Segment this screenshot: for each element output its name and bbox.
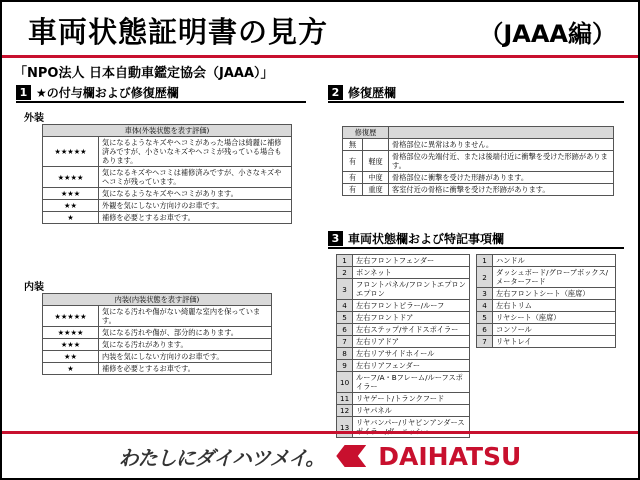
exterior-header-cell: 車体(外装状態を表す評価): [43, 125, 292, 137]
location-name: リヤシート（座席）: [493, 312, 616, 324]
repair-description: 骨格部位に異常はありません。: [389, 139, 614, 151]
exterior-label: 外装: [24, 113, 44, 124]
location-number: 7: [337, 336, 353, 348]
location-name: フロントパネル/フロントエプロンエプロン: [353, 279, 470, 300]
location-name: ボンネット: [353, 267, 470, 279]
table-row: [43, 306, 272, 327]
section-header-3: [328, 230, 624, 249]
section-title-1: ★の付与欄および修復歴欄: [36, 86, 179, 100]
section-number-2: 2: [328, 85, 343, 100]
rating-description: 外観を気にしない方向けのお車です。: [99, 200, 292, 212]
list-item: [337, 336, 470, 348]
repair-level: 重度: [363, 184, 389, 196]
repair-mark: 無: [343, 139, 363, 151]
rating-description: 気になるキズやヘコミは補修済みですが、小さなキズやヘコミが残っています。: [99, 167, 292, 188]
rating-description: 補修を必要とするお車です。: [99, 212, 292, 224]
section-title-2: 修復歴欄: [348, 86, 397, 100]
list-item: [337, 312, 470, 324]
repair-level: 中度: [363, 172, 389, 184]
list-item: [337, 348, 470, 360]
rating-description: 内装を気にしない方向けのお車です。: [99, 351, 272, 363]
repair-level: 軽度: [363, 151, 389, 172]
table-row: [43, 188, 292, 200]
repair-history-table: [342, 126, 614, 196]
page-footer: [2, 431, 638, 478]
location-number: 10: [337, 372, 353, 393]
list-item: [477, 324, 616, 336]
table-row: [43, 137, 292, 167]
location-name: 左右リアサイドホイール: [353, 348, 470, 360]
location-name: 左右フロントフェンダー: [353, 255, 470, 267]
location-name: 左右フロントシート（座席）: [493, 288, 616, 300]
location-number: 7: [477, 336, 493, 348]
interior-rating-table: [42, 293, 272, 375]
list-item: [477, 288, 616, 300]
repair-level: [363, 139, 389, 151]
organization-line: 「NPO法人 日本自動車鑑定協会（JAAA）」: [14, 66, 274, 81]
rating-stars: ★★★★★: [43, 306, 99, 327]
rating-description: 補修を必要とするお車です。: [99, 363, 272, 375]
rating-description: 気になる汚れや傷が、部分的にあります。: [99, 327, 272, 339]
list-item: [477, 336, 616, 348]
exterior-rating-table: [42, 124, 292, 224]
location-name: 左右フロントピラー/ルーフ: [353, 300, 470, 312]
rating-description: 気になる汚れがあります。: [99, 339, 272, 351]
rating-description: 気になる汚れや傷がない綺麗な室内を保っています。: [99, 306, 272, 327]
table-row: [43, 212, 292, 224]
location-name: 左右リアフェンダー: [353, 360, 470, 372]
interior-header-row: [43, 294, 272, 306]
page-header: [2, 2, 638, 58]
location-name: リヤトレイ: [493, 336, 616, 348]
location-number: 11: [337, 393, 353, 405]
slogan-text: わたしにダイハツメイ。: [118, 445, 325, 470]
repair-description: 骨格部位に衝撃を受けた形跡があります。: [389, 172, 614, 184]
table-row: [43, 351, 272, 363]
table-row: [343, 184, 614, 196]
location-number: 8: [337, 348, 353, 360]
list-item: [337, 360, 470, 372]
list-item: [477, 300, 616, 312]
interior-header-cell: 内装(内装状態を表す評価): [43, 294, 272, 306]
list-item: [337, 324, 470, 336]
location-number: 3: [477, 288, 493, 300]
list-item: [477, 312, 616, 324]
location-number: 12: [337, 405, 353, 417]
location-name: 左右ステップ/サイドスポイラー: [353, 324, 470, 336]
location-name: 左右フロントドア: [353, 312, 470, 324]
list-item: [337, 255, 470, 267]
interior-location-table: [476, 254, 616, 348]
rating-description: 気になるようなキズやヘコミがあります。: [99, 188, 292, 200]
list-item: [337, 405, 470, 417]
location-number: 3: [337, 279, 353, 300]
section-header-1: [16, 84, 306, 103]
section-header-2: [328, 84, 624, 103]
daihatsu-logo-icon: [336, 445, 366, 467]
repair-header-blank: [389, 127, 614, 139]
table-row: [43, 167, 292, 188]
location-name: 左右トリム: [493, 300, 616, 312]
location-number: 2: [477, 267, 493, 288]
location-number: 1: [477, 255, 493, 267]
location-name: ダッシュボード/グローブボックス/メーターフード: [493, 267, 616, 288]
rating-stars: ★★: [43, 200, 99, 212]
table-row: [343, 172, 614, 184]
location-number: 2: [337, 267, 353, 279]
list-item: [477, 255, 616, 267]
section-title-3: 車両状態欄および特記事項欄: [348, 232, 505, 246]
table-row: [43, 200, 292, 212]
rating-stars: ★★: [43, 351, 99, 363]
repair-header-row: [343, 127, 614, 139]
repair-mark: 有: [343, 151, 363, 172]
rating-stars: ★: [43, 363, 99, 375]
section-number-3: 3: [328, 231, 343, 246]
section-number-1: 1: [16, 85, 31, 100]
repair-mark: 有: [343, 184, 363, 196]
location-number: 6: [477, 324, 493, 336]
rating-stars: ★★★: [43, 188, 99, 200]
location-name: コンソール: [493, 324, 616, 336]
location-number: 4: [477, 300, 493, 312]
rating-stars: ★★★★★: [43, 137, 99, 167]
rating-stars: ★★★★: [43, 327, 99, 339]
location-name: リヤゲート/トランクフード: [353, 393, 470, 405]
list-item: [337, 393, 470, 405]
list-item: [337, 372, 470, 393]
table-row: [43, 363, 272, 375]
table-row: [43, 327, 272, 339]
repair-mark: 有: [343, 172, 363, 184]
location-name: ルーフ/A・Bフレーム/ルーフスポイラー: [353, 372, 470, 393]
table-row: [343, 139, 614, 151]
table-row: [343, 151, 614, 172]
repair-header-cell: 修復歴: [343, 127, 389, 139]
location-number: 1: [337, 255, 353, 267]
table-row: [43, 339, 272, 351]
location-name: ハンドル: [493, 255, 616, 267]
rating-description: 気になるようなキズやヘコミがあった場合は綺麗に補修済みですが、小さいなキズやヘコミが残っている場合もあります。: [99, 137, 292, 167]
location-number: 9: [337, 360, 353, 372]
brand-name: DAIHATSU: [378, 441, 522, 471]
location-name: リヤバンパー/リヤビンアンダースポイラー/ガーニッシュ: [353, 417, 470, 438]
location-name: 左右リアドア: [353, 336, 470, 348]
list-item: [337, 300, 470, 312]
list-item: [337, 267, 470, 279]
exterior-header-row: [43, 125, 292, 137]
location-name: リヤパネル: [353, 405, 470, 417]
exterior-location-table: [336, 254, 470, 438]
list-item: [337, 279, 470, 300]
page-title: 車両状態証明書の見方: [28, 15, 329, 49]
repair-description: 客室付近の骨格に衝撃を受けた形跡があります。: [389, 184, 614, 196]
location-number: 5: [477, 312, 493, 324]
location-number: 6: [337, 324, 353, 336]
rating-stars: ★★★: [43, 339, 99, 351]
page-title-suffix: （JAAA編）: [479, 20, 616, 48]
repair-description: 骨格部位の先端付近、または後端付近に衝撃を受けた形跡があります。: [389, 151, 614, 172]
location-number: 13: [337, 417, 353, 438]
rating-stars: ★★★★: [43, 167, 99, 188]
location-number: 4: [337, 300, 353, 312]
interior-label: 内装: [24, 282, 44, 293]
list-item: [477, 267, 616, 288]
rating-stars: ★: [43, 212, 99, 224]
location-number: 5: [337, 312, 353, 324]
